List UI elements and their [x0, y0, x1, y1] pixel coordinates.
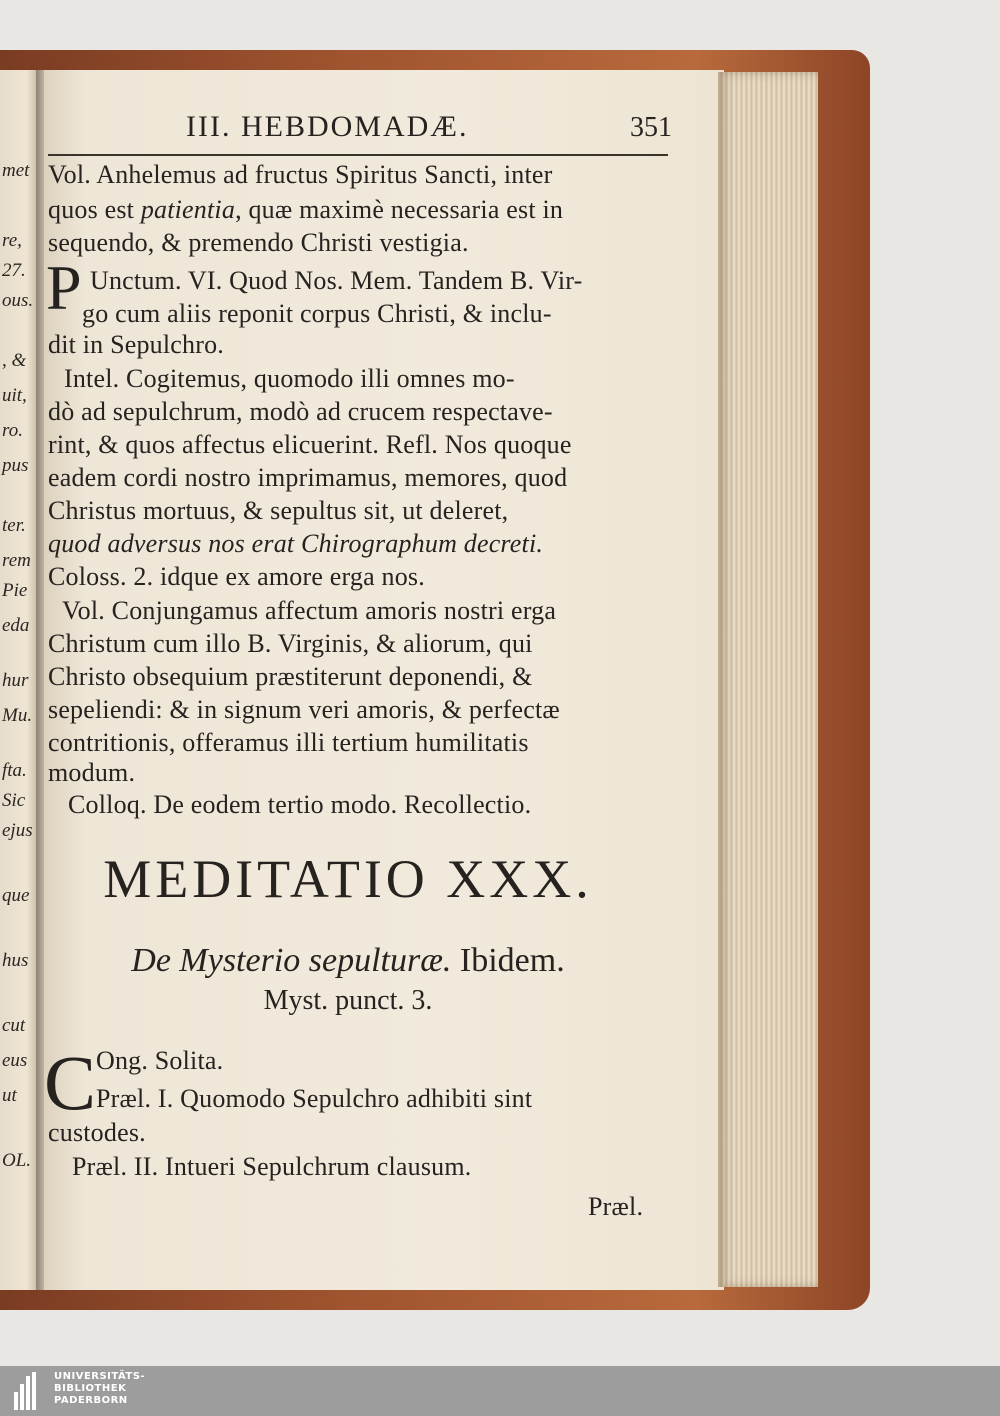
cong-line-2: Præl. I. Quomodo Sepulchro adhibiti sint — [96, 1084, 533, 1113]
library-logo-icon — [14, 1372, 42, 1410]
library-footer — [0, 1366, 1000, 1416]
left-margin-fragment: eda — [2, 615, 30, 636]
left-margin-fragment: fta. — [2, 760, 27, 781]
body-line-11: Christus mortuus, & sepultus sit, ut deleret, — [48, 496, 509, 525]
left-margin-fragment: ter. — [2, 515, 26, 536]
left-margin-fragment: ous. — [2, 290, 34, 311]
left-margin-fragment: , & — [2, 350, 27, 371]
meditatio-subtitle-italic: De Mysterio sepulturæ. — [131, 942, 452, 979]
left-margin-fragment: que — [2, 885, 30, 906]
body-line-13: Coloss. 2. idque ex amore erga nos. — [48, 562, 425, 591]
body-line-7: Intel. Cogitemus, quomodo illi omnes mo- — [64, 364, 515, 393]
body-line-19: modum. — [48, 758, 136, 787]
body-line-10: eadem cordi nostro imprimamus, memores, quod — [48, 463, 568, 492]
body-line-18: contritionis, offeramus illi tertium humilitatis — [48, 728, 529, 757]
body-line-8: dò ad sepulchrum, modò ad crucem respectave- — [48, 397, 553, 426]
body-line-6: dit in Sepulchro. — [48, 330, 224, 359]
meditatio-subtitle-rest: Ibidem. — [451, 942, 565, 979]
left-margin-fragment: cut — [2, 1015, 26, 1036]
left-margin-fragment: OL. — [2, 1150, 32, 1171]
cong-line-4: Præl. II. Intueri Sepulchrum clausum. — [72, 1152, 472, 1181]
page-number: 351 — [630, 112, 672, 143]
page-header — [52, 110, 672, 150]
cong-line-1: Ong. Solita. — [96, 1046, 224, 1075]
body-line-2-post: , quæ maximè necessaria est in — [235, 195, 564, 224]
left-margin-fragment: pus — [2, 455, 29, 476]
left-margin-fragment: Pie — [2, 580, 28, 601]
meditatio-subtitle-2: Myst. punct. 3. — [263, 985, 433, 1016]
body-line-15: Christum cum illo B. Virginis, & aliorum, qui — [48, 629, 533, 658]
meditatio-title: MEDITATIO XXX. — [103, 849, 593, 909]
left-margin-fragment: Mu. — [2, 705, 33, 726]
cong-line-3: custodes. — [48, 1118, 146, 1147]
cong-drop-cap: C — [44, 1039, 97, 1126]
catchword: Præl. — [588, 1192, 644, 1221]
punctum-drop-cap: P — [46, 252, 82, 323]
left-margin-fragment: ro. — [2, 420, 23, 441]
body-line-2-italic: patientia — [140, 195, 236, 224]
left-margin-fragment: met — [2, 160, 30, 181]
library-name-line-3: PADERBORN — [54, 1395, 128, 1406]
body-line-16: Christo obsequium præstiterunt deponendi, & — [48, 662, 533, 691]
running-head: III. HEBDOMADÆ. — [186, 110, 469, 143]
left-margin-fragment: re, — [2, 230, 22, 251]
library-name — [54, 1371, 145, 1407]
body-line-2 — [48, 195, 673, 225]
left-margin-fragment: hus — [2, 950, 29, 971]
body-line-14: Vol. Conjungamus affectum amoris nostri erga — [62, 596, 557, 625]
left-margin-fragment: ut — [2, 1085, 17, 1106]
body-line-2-pre: quos est — [48, 195, 135, 224]
left-margin-fragment: eus — [2, 1050, 28, 1071]
body-line-9: rint, & quos affectus elicuerint. Refl. Nos quoque — [48, 430, 572, 459]
page-fore-edge — [718, 72, 818, 1287]
left-margin-fragment: 27. — [2, 260, 26, 281]
body-line-4: Unctum. VI. Quod Nos. Mem. Tandem B. Vir- — [90, 266, 583, 295]
left-margin-fragment: ejus — [2, 820, 33, 841]
left-margin-fragment: Sic — [2, 790, 26, 811]
left-margin-fragment: uit, — [2, 385, 27, 406]
left-page-edge — [0, 70, 38, 1290]
body-line-5: go cum aliis reponit corpus Christi, & inclu- — [82, 299, 552, 328]
body-line-12: quod adversus nos erat Chirographum decreti. — [48, 529, 544, 558]
library-name-line-2: BIBLIOTHEK — [54, 1383, 127, 1394]
body-line-17: sepeliendi: & in signum veri amoris, & perfectæ — [48, 695, 560, 724]
body-line-1: Vol. Anhelemus ad fructus Spiritus Sancti, inter — [48, 160, 553, 189]
meditatio-subtitle — [48, 942, 648, 980]
body-line-20: Colloq. De eodem tertio modo. Recollectio. — [68, 790, 532, 819]
library-name-line-1: UNIVERSITÄTS- — [54, 1371, 146, 1382]
left-margin-fragment: rem — [2, 550, 31, 571]
left-margin-fragment: hur — [2, 670, 29, 691]
header-rule — [48, 154, 668, 156]
body-line-3: sequendo, & premendo Christi vestigia. — [48, 228, 469, 257]
